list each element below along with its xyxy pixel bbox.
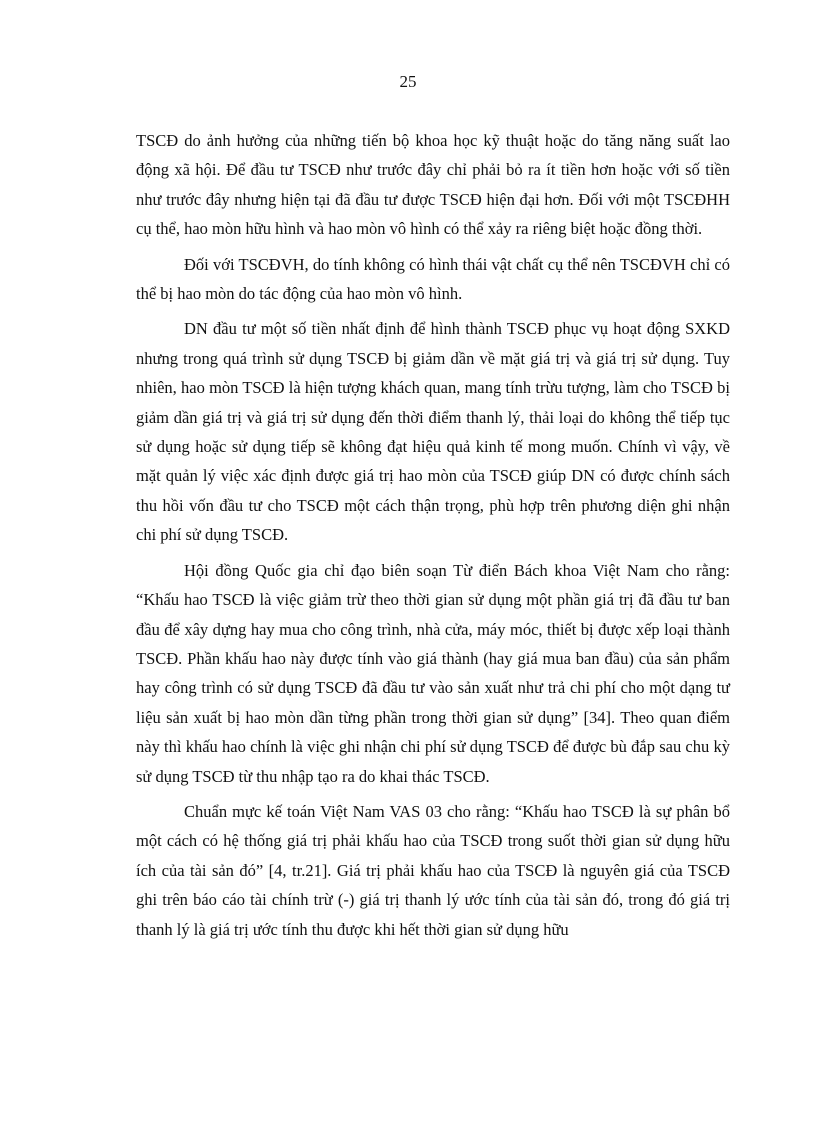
page-number: 25 <box>399 72 417 91</box>
paragraph-3: DN đầu tư một số tiền nhất định để hình thành TSCĐ phục vụ hoạt động SXKD nhưng trong quá trình sử dụng TSCĐ bị giảm dần về mặt giá trị và giá trị sử dụng. Tuy nhiên, hao mòn TSCĐ là hiện tượng khách quan, mang tính trừu tượng, làm cho TSCĐ bị giảm dần giá trị và giá trị sử dụng đến thời điểm thanh lý, thải loại do không thể tiếp tục sử dụng hoặc sử dụng tiếp sẽ không đạt hiệu quả kinh tế mong muốn. Chính vì vậy, về mặt quản lý việc xác định được giá trị hao mòn của TSCĐ giúp DN có được chính sách thu hồi vốn đầu tư cho TSCĐ một cách thận trọng, phù hợp trên phương diện ghi nhận chi phí sử dụng TSCĐ. <box>136 319 730 545</box>
paragraph-4: Hội đồng Quốc gia chỉ đạo biên soạn Từ điển Bách khoa Việt Nam cho rằng: “Khấu hao TSCĐ là việc giảm trừ theo thời gian sử dụng một phần giá trị đã đầu tư ban đầu để xây dựng hay mua cho công trình, nhà cửa, máy móc, thiết bị được xếp loại thành TSCĐ. Phần khấu hao này được tính vào giá thành (hay giá mua ban đầu) của sản phẩm hay công trình có sử dụng TSCĐ đã đầu tư vào sản xuất như trả chi phí cho một dạng tư liệu sản xuất bị hao mòn dần từng phần trong thời gian sử dụng” [34]. Theo quan điểm này thì khấu hao chính là việc ghi nhận chi phí sử dụng TSCĐ để được bù đắp sau chu kỳ sử dụng TSCĐ từ thu nhập tạo ra do khai thác TSCĐ. <box>136 560 730 786</box>
paragraph-1: TSCĐ do ảnh hưởng của những tiến bộ khoa học kỹ thuật hoặc do tăng năng suất lao động xã hội. Để đầu tư TSCĐ như trước đây chỉ phải bỏ ra ít tiền hơn hoặc với số tiền như trước đây nhưng hiện tại đã đầu tư được TSCĐ hiện đại hơn. Đối với một TSCĐHH cụ thể, hao mòn hữu hình và hao mòn vô hình có thể xảy ra riêng biệt hoặc đồng thời. <box>136 131 730 239</box>
paragraph-5: Chuẩn mực kế toán Việt Nam VAS 03 cho rằng: “Khấu hao TSCĐ là sự phân bổ một cách có hệ thống giá trị phải khấu hao của TSCĐ trong suốt thời gian sử dụng hữu ích của tài sản đó” [4, tr.21]. Giá trị phải khấu hao của TSCĐ là nguyên giá của TSCĐ ghi trên báo cáo tài chính trừ (-) giá trị thanh lý ước tính của tài sản đó, trong đó giá trị thanh lý là giá trị ước tính thu được khi hết thời gian sử dụng hữu <box>136 801 730 939</box>
body-text <box>136 126 730 950</box>
paragraph-2: Đối với TSCĐVH, do tính không có hình thái vật chất cụ thể nên TSCĐVH chỉ có thể bị hao mòn do tác động của hao mòn vô hình. <box>136 254 730 304</box>
